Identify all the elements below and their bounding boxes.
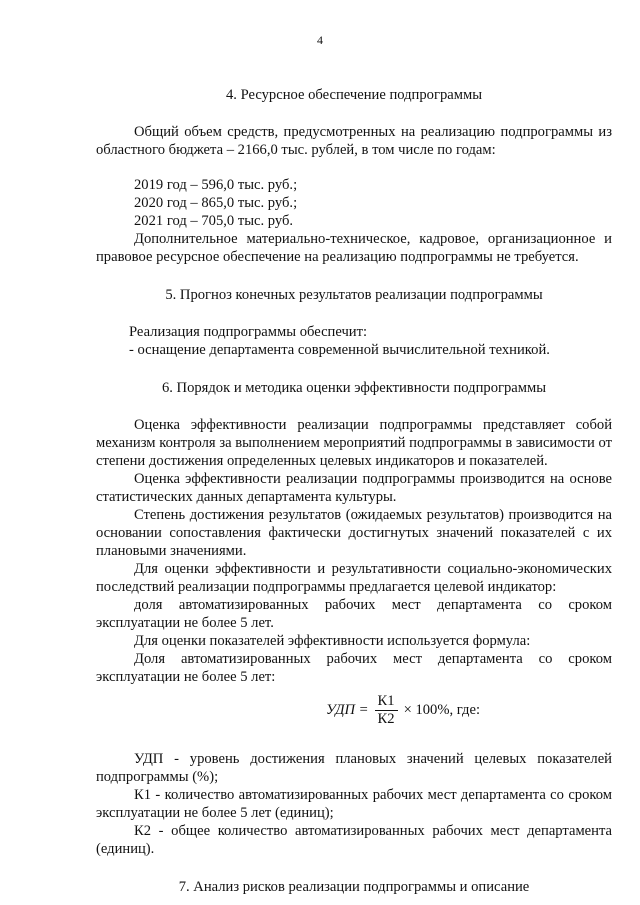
- budget-year-2019: 2019 год – 596,0 тыс. руб.;: [134, 177, 298, 193]
- section-4-intro: Общий объем средств, предусмотренных на реализацию подпрограммы из областного бюджета – 2166,0 тыс. рублей, в том числе по годам:: [96, 124, 612, 158]
- section-5-line-1: Реализация подпрограммы обеспечит:: [129, 324, 368, 340]
- budget-year-2021: 2021 год – 705,0 тыс. руб.: [134, 213, 294, 229]
- section-4-extra: Дополнительное материально-техническое, кадровое, организационное и правовое ресурсное обеспечение на реализацию подпрограммы не требуется.: [96, 231, 612, 265]
- formula: [194, 688, 612, 732]
- section-6-paragraph-6: Для оценки показателей эффективности используется формула:: [134, 633, 531, 649]
- section-6-paragraph-7: Доля автоматизированных рабочих мест департамента со сроком эксплуатации не более 5 лет:: [96, 651, 612, 685]
- formula-fraction: [375, 693, 398, 728]
- section-6-paragraph-2: Оценка эффективности реализации подпрограммы производится на основе статистических данных департамента культуры.: [96, 471, 612, 505]
- section-5-line-2: - оснащение департамента современной вычислительной техникой.: [129, 342, 550, 358]
- section-5-heading: 5. Прогноз конечных результатов реализации подпрограммы: [165, 287, 543, 303]
- page-number: 4: [317, 33, 323, 47]
- section-6-paragraph-5: доля автоматизированных рабочих мест департамента со сроком эксплуатации не более 5 лет.: [96, 597, 612, 631]
- section-7-heading: 7. Анализ рисков реализации подпрограммы и описание: [178, 879, 530, 895]
- formula-rhs: × 100%, где:: [403, 702, 481, 718]
- formula-lhs: УДП =: [325, 702, 369, 718]
- section-6-paragraph-4: Для оценки эффективности и результативности социально-экономических последствий реализации подпрограммы предлагается целевой индикатор:: [96, 561, 612, 595]
- formula-numerator: К1: [375, 693, 398, 711]
- budget-year-2020: 2020 год – 865,0 тыс. руб.;: [134, 195, 298, 211]
- section-6-heading: 6. Порядок и методика оценки эффективности подпрограммы: [161, 380, 547, 396]
- document-body: [96, 86, 612, 896]
- definition-k1: К1 - количество автоматизированных рабочих мест департамента со сроком эксплуатации не более 5 лет (единиц);: [96, 787, 612, 821]
- section-6-paragraph-1: Оценка эффективности реализации подпрограммы представляет собой механизм контроля за выполнением мероприятий подпрограммы в зависимости от степени достижения определенных целевых индикаторов и показателей.: [96, 417, 612, 469]
- section-6-paragraph-3: Степень достижения результатов (ожидаемых результатов) производится на основании сопоставления фактически достигнутых значений показателей с их плановыми значениями.: [96, 507, 612, 559]
- formula-denominator: К2: [377, 710, 395, 727]
- section-4-heading: 4. Ресурсное обеспечение подпрограммы: [225, 87, 482, 103]
- definition-k2: К2 - общее количество автоматизированных рабочих мест департамента (единиц).: [96, 823, 612, 857]
- definition-udp: УДП - уровень достижения плановых значений целевых показателей подпрограммы (%);: [96, 751, 612, 785]
